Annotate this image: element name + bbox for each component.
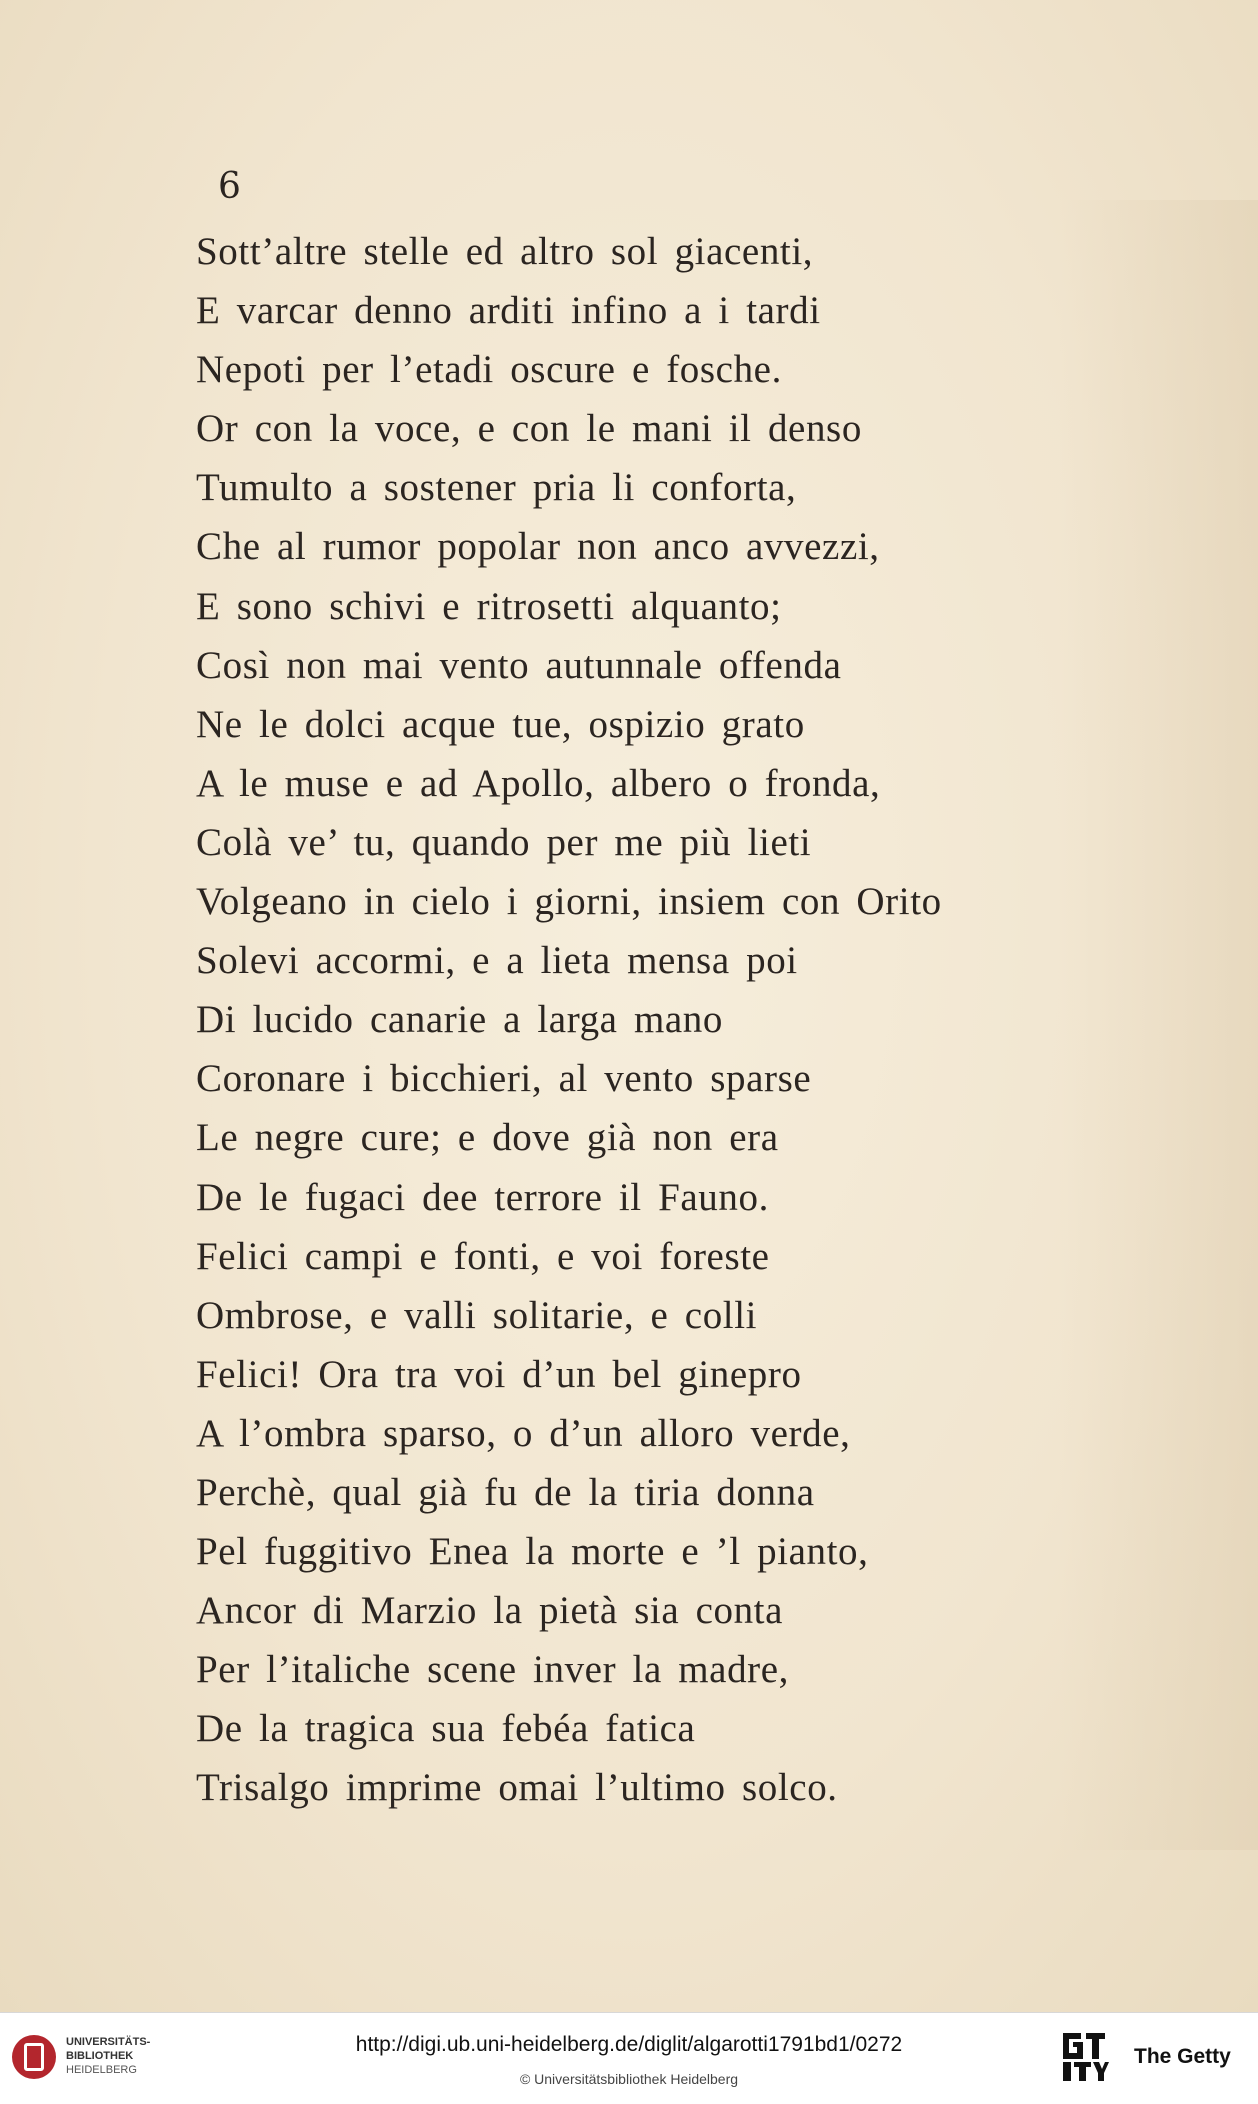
- poem-line: E sono schivi e ritrosetti alquanto;: [196, 584, 782, 628]
- poem-line: A le muse e ad Apollo, albero o fronda,: [196, 761, 881, 805]
- permalink-url[interactable]: http://digi.ub.uni-heidelberg.de/diglit/algarotti1791bd1/0272: [355, 2033, 903, 2056]
- poem-line: A l’ombra sparso, o d’un alloro verde,: [196, 1411, 851, 1455]
- poem-line: Ne le dolci acque tue, ospizio grato: [196, 702, 805, 746]
- poem-line: Or con la voce, e con le mani il denso: [196, 407, 862, 451]
- poem-line: Per l’italiche scene inver la madre,: [196, 1648, 790, 1692]
- poem-line: Colà ve’ tu, quando per me più lieti: [196, 820, 812, 864]
- poem-line: Volgeano in cielo i giorni, insiem con Orito: [196, 880, 942, 924]
- library-name-line: HEIDELBERG: [66, 2064, 137, 2076]
- poem-line: Che al rumor popolar non anco avvezzi,: [196, 525, 880, 569]
- poem-line: Pel fuggitivo Enea la morte e ’l pianto,: [196, 1530, 869, 1574]
- library-name-line: BIBLIOTHEK: [66, 2050, 134, 2062]
- poem-line: Perchè, qual già fu de la tiria donna: [196, 1470, 815, 1514]
- poem-line: Tumulto a sostener pria li conforta,: [196, 466, 797, 510]
- library-name-line: UNIVERSITÄTS-: [66, 2036, 151, 2048]
- page-number: 6: [218, 166, 241, 207]
- poem-line: Le negre cure; e dove già non era: [196, 1116, 779, 1160]
- copyright-notice: © Universitätsbibliothek Heidelberg: [519, 2071, 739, 2087]
- poem-line: Coronare i bicchieri, al vento sparse: [196, 1057, 812, 1101]
- poem-text: [196, 222, 1136, 1818]
- poem-line: De le fugaci dee terrore il Fauno.: [196, 1175, 769, 1219]
- partner-name: The Getty: [1134, 2045, 1231, 2068]
- poem-line: Così non mai vento autunnale offenda: [196, 643, 842, 687]
- poem-line: Felici! Ora tra voi d’un bel ginepro: [196, 1352, 802, 1396]
- poem-line: Trisalgo imprime omai l’ultimo solco.: [196, 1766, 838, 1810]
- footer-bar: [0, 2012, 1258, 2104]
- poem-line: E varcar denno arditi infino a i tardi: [196, 289, 821, 333]
- getty-logo-icon: [1059, 2029, 1109, 2085]
- poem-line: Sott’altre stelle ed altro sol giacenti,: [196, 230, 814, 273]
- poem-line: Ancor di Marzio la pietà sia conta: [196, 1589, 784, 1633]
- poem-line: Solevi accormi, e a lieta mensa poi: [196, 939, 798, 983]
- poem-line: De la tragica sua febéa fatica: [196, 1707, 696, 1751]
- poem-line: Di lucido canarie a larga mano: [196, 998, 723, 1042]
- poem-line: Felici campi e fonti, e voi foreste: [196, 1234, 770, 1278]
- poem-line: Nepoti per l’etadi oscure e fosche.: [196, 348, 782, 392]
- poem-line: Ombrose, e valli solitarie, e colli: [196, 1293, 758, 1337]
